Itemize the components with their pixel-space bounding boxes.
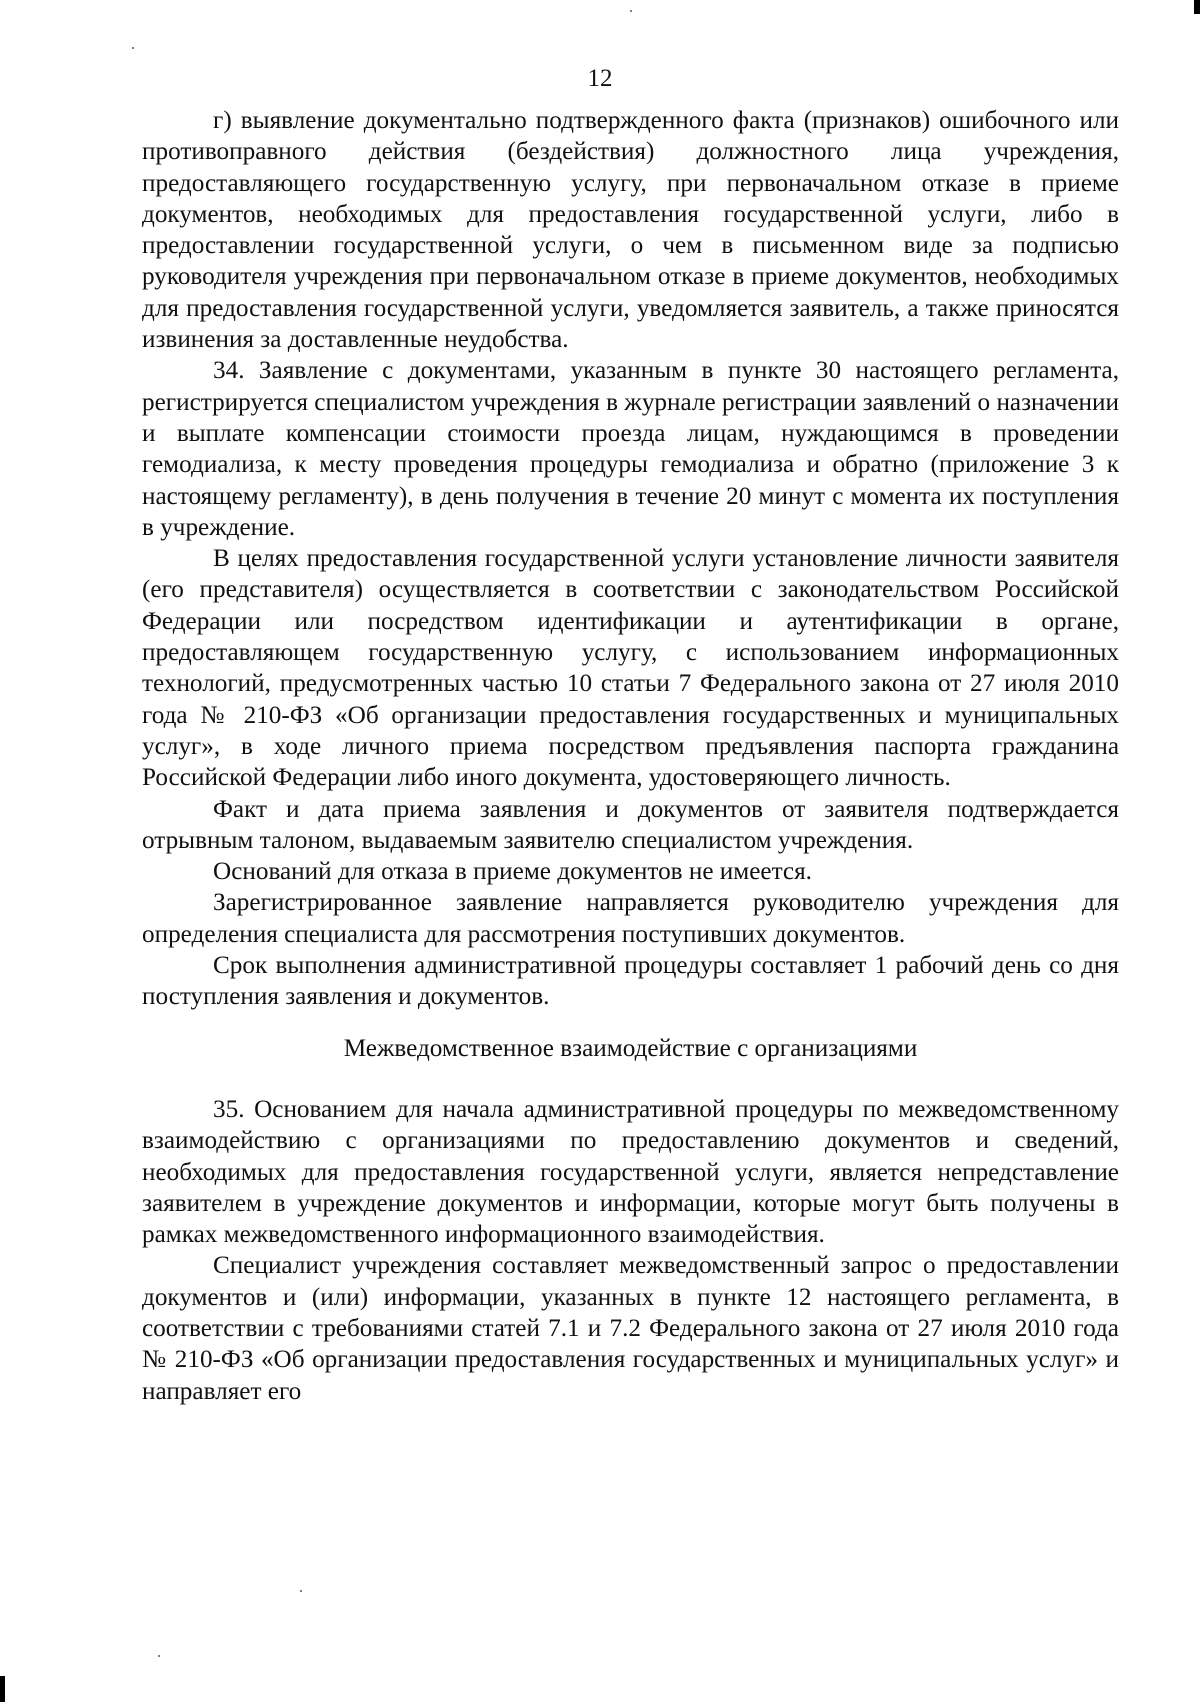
paragraph-identity-verification: В целях предоставления государственной услуги установление личности заявителя (его представителя) осуществляется в соответствии с законодательством Российской Федерации или посредством идентификации и аутентификации в органе, предоставляющем государственную услугу, с использованием информационных технологий, предусмотренных частью 10 статьи 7 Федерального закона от 27 июля 2010 года № 210-ФЗ «Об организации предоставления государственных и муниципальных услуг», в ходе личного приема посредством предъявления паспорта гражданина Российской Федерации либо иного документа, удостоверяющего личность. [142,545,1119,792]
paragraph-receipt-confirmation: Факт и дата приема заявления и документов от заявителя подтверждается отрывным талоном, выдаваемым заявителю специалистом учреждения. [142,795,1119,854]
document-body [142,105,1119,1407]
scan-speck [132,47,134,49]
scan-edge-mark [0,1676,5,1702]
paragraph-interagency-request: Специалист учреждения составляет межведомственный запрос о предоставлении документов и (или) информации, указанных в пункте 12 настоящего регламента, в соответствии с требованиями статей 7.1 и 7.2 Федерального закона от 27 июля 2010 года № 210-ФЗ «Об организации предоставления государственных и муниципальных услуг» и направляет его [142,1252,1119,1405]
section-heading: Межведомственное взаимодействие с организациями [343,1034,918,1062]
scan-speck [158,1655,160,1657]
paragraph-34-registration: 34. Заявление с документами, указанным в пункте 30 настоящего регламента, регистрируется специалистом учреждения в журнале регистрации заявлений о назначении и выплате компенсации стоимости проезда лицам, нуждающимся в проведении гемодиализа, к месту проведения процедуры гемодиализа и обратно (приложение 3 к настоящему регламенту), в день получения в течение 20 минут с момента их поступления в учреждение. [142,357,1119,541]
paragraph-35-interagency: 35. Основанием для начала административной процедуры по межведомственному взаимодействию с организациями по предоставлению документов и сведений, необходимых для предоставления государственной услуги, является непредставление заявителем в учреждение документов и информации, которые могут быть получены в рамках межведомственного информационного взаимодействия. [142,1095,1119,1249]
page-number: 12 [587,65,613,92]
scan-edge-mark [1194,0,1200,14]
paragraph-forwarding-to-head: Зарегистрированное заявление направляется руководителю учреждения для определения специалиста для рассмотрения поступивших документов. [142,889,1119,948]
paragraph-g-grounds: г) выявление документально подтвержденного факта (признаков) ошибочного или противоправного действия (бездействия) должностного лица учреждения, предоставляющего государственную услугу, при первоначальном отказе в приеме документов, необходимых для предоставления государственной услуги, либо в предоставлении государственной услуги, о чем в письменном виде за подписью руководителя учреждения при первоначальном отказе в приеме документов, необходимых для предоставления государственной услуги, уведомляется заявитель, а также приносятся извинения за доставленные неудобства. [142,107,1119,354]
paragraph-procedure-term: Срок выполнения административной процедуры составляет 1 рабочий день со дня поступления заявления и документов. [142,952,1119,1011]
paragraph-no-refusal-grounds: Оснований для отказа в приеме документов не имеется. [213,858,812,886]
scan-speck [630,10,632,12]
scan-speck [300,1590,302,1592]
